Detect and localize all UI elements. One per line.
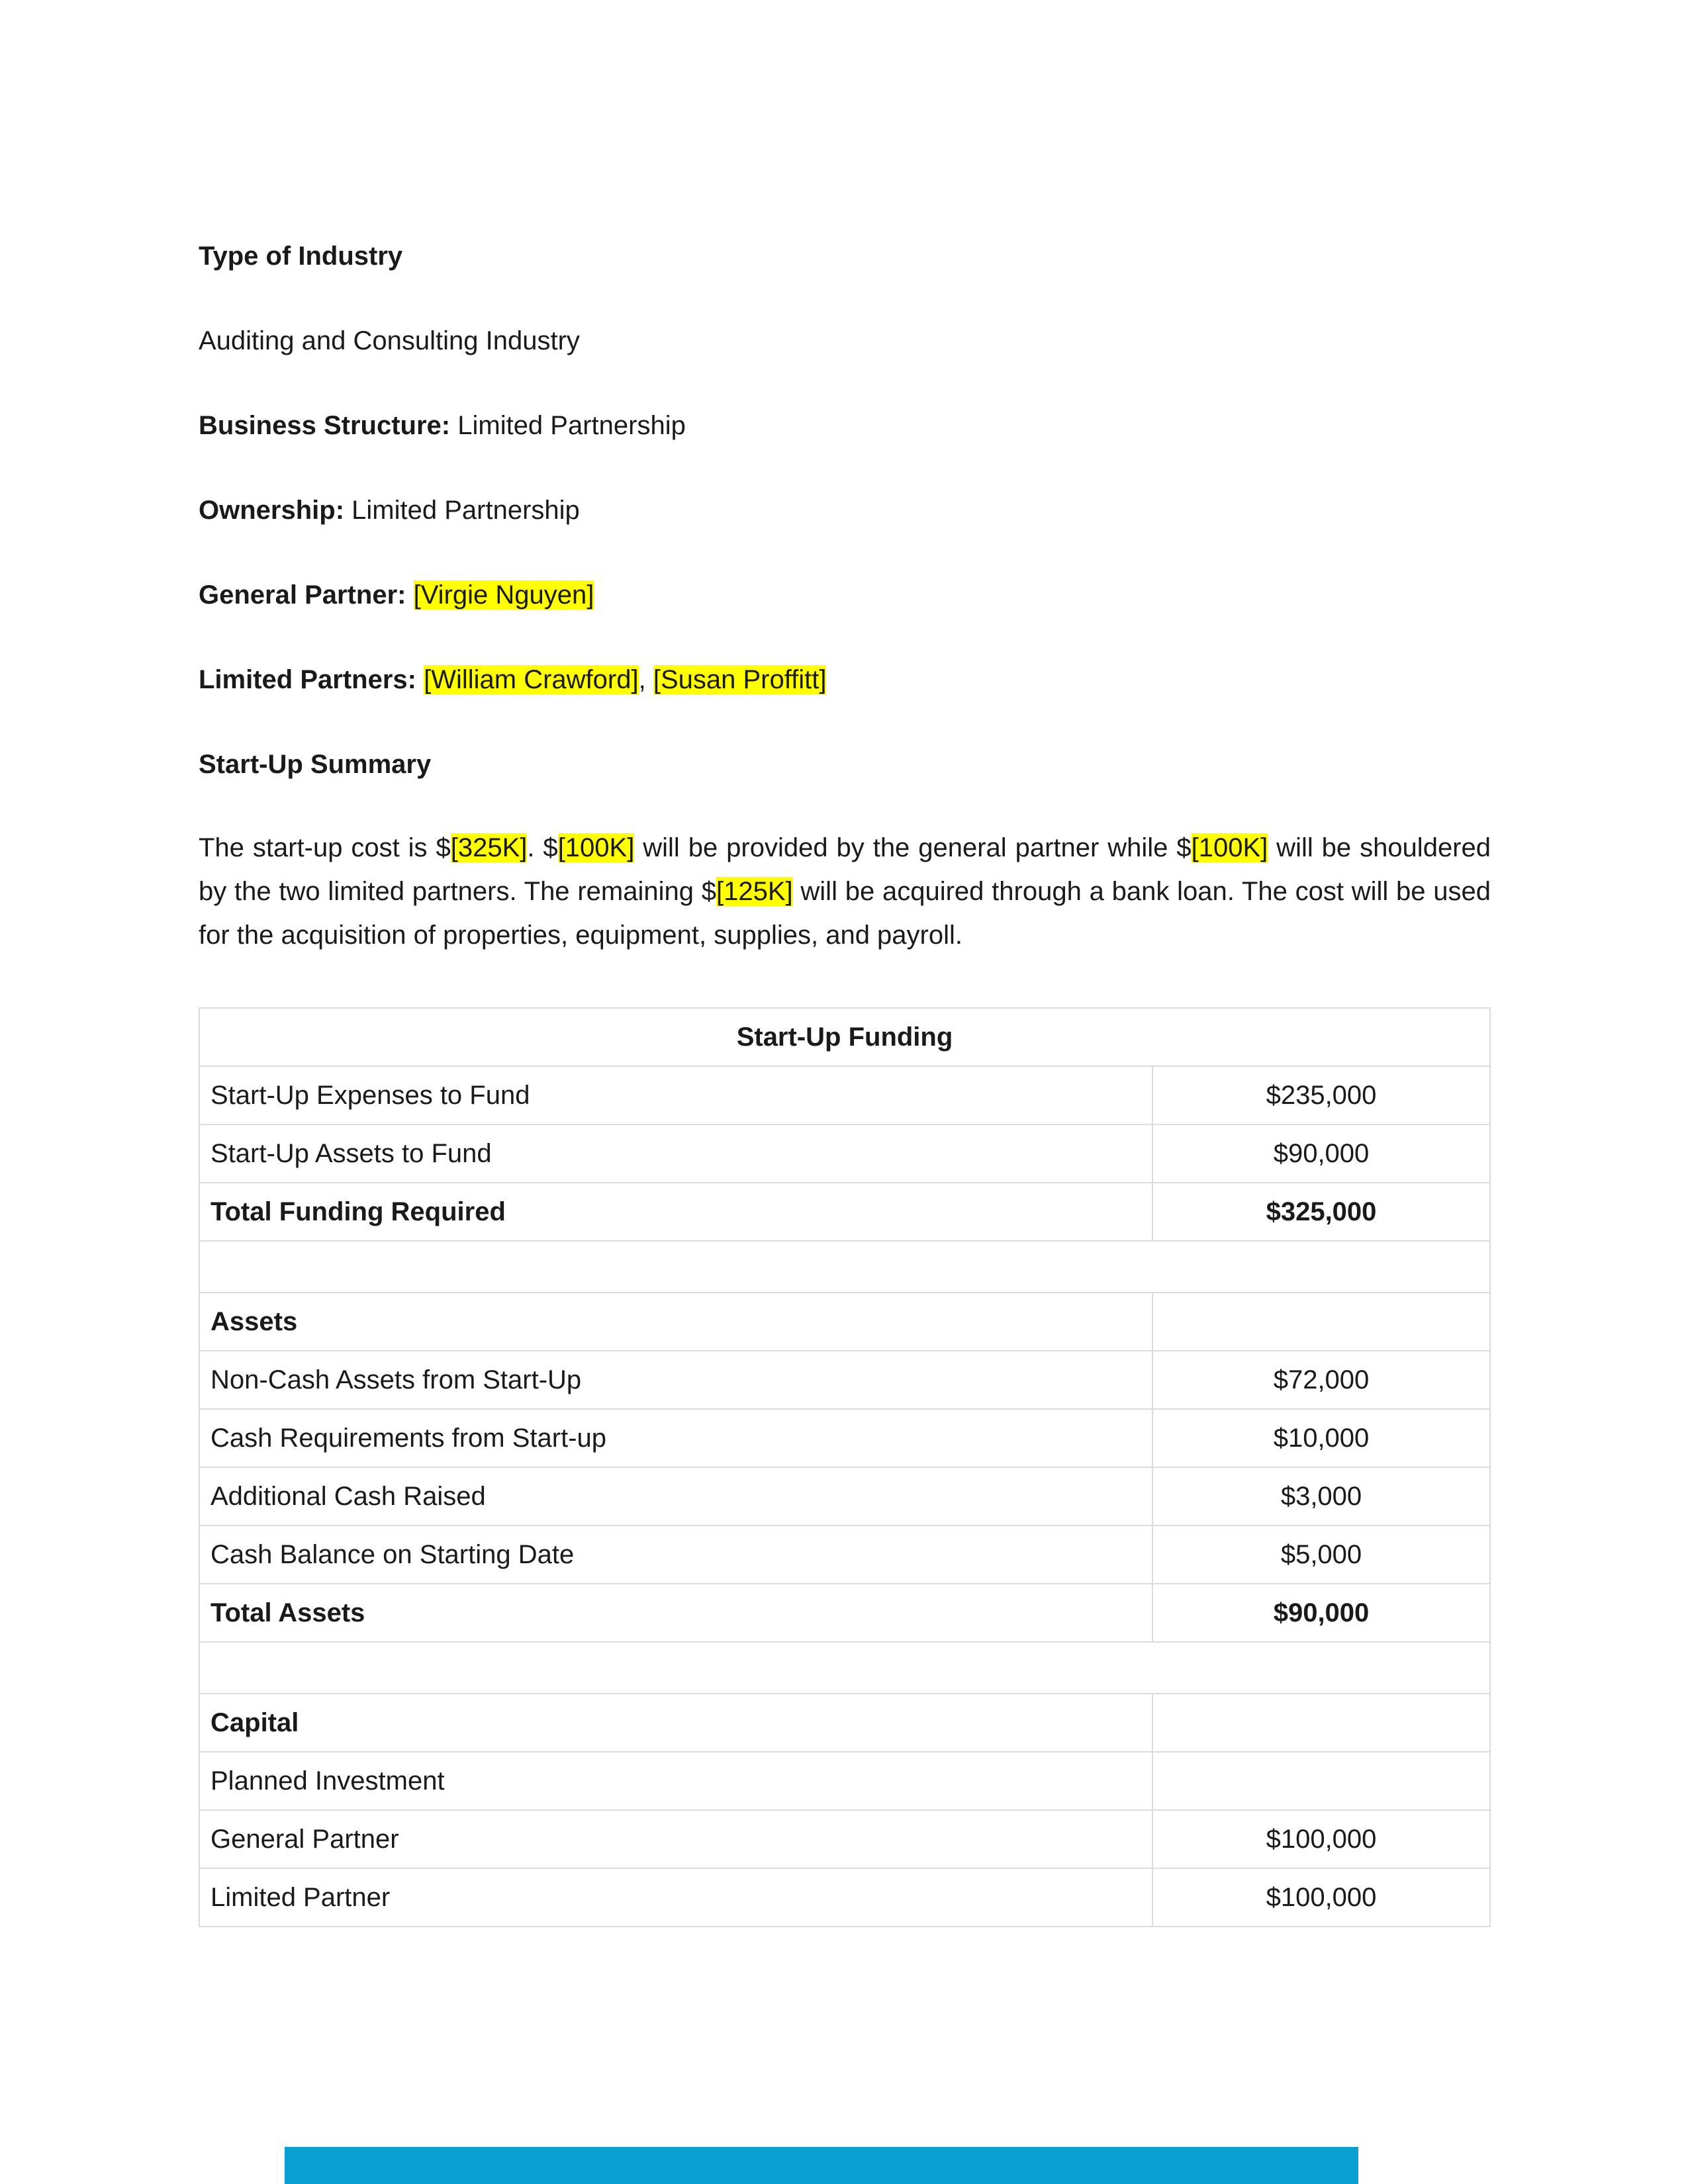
- table-row: [199, 1066, 1490, 1124]
- empty-cell: [1152, 1694, 1490, 1752]
- summary-text-2: . $: [527, 833, 558, 862]
- business-structure-label: Business Structure:: [199, 411, 451, 440]
- empty-cell: [1152, 1752, 1490, 1810]
- table-row: [199, 1752, 1490, 1810]
- limited-partners-label: Limited Partners:: [199, 665, 416, 694]
- spacer-cell: [199, 1642, 1490, 1694]
- footer-accent-bar: [285, 2147, 1358, 2184]
- row-label: Total Assets: [199, 1584, 1152, 1642]
- limited-partners-separator: ,: [638, 665, 646, 694]
- industry-heading: Type of Industry: [199, 242, 403, 271]
- row-label: Planned Investment: [199, 1752, 1152, 1810]
- row-label: Cash Balance on Starting Date: [199, 1525, 1152, 1584]
- row-label: Start-Up Assets to Fund: [199, 1124, 1152, 1183]
- row-value: $3,000: [1152, 1467, 1490, 1525]
- row-label: Non-Cash Assets from Start-Up: [199, 1351, 1152, 1409]
- general-partner-name: [Virgie Nguyen]: [413, 580, 594, 610]
- row-label: Additional Cash Raised: [199, 1467, 1152, 1525]
- limited-partner-2-name: [Susan Proffitt]: [653, 665, 827, 694]
- empty-cell: [1152, 1293, 1490, 1351]
- business-structure-value: Limited Partnership: [457, 411, 686, 440]
- summary-heading: Start-Up Summary: [199, 750, 432, 779]
- summary-cost: [325K]: [450, 833, 528, 862]
- table-row: [199, 1293, 1490, 1351]
- row-value: $235,000: [1152, 1066, 1490, 1124]
- ownership-line: [199, 492, 1491, 528]
- table-row: [199, 1584, 1490, 1642]
- industry-value: Auditing and Consulting Industry: [199, 326, 580, 355]
- summary-text-1: The start-up cost is $: [199, 833, 451, 862]
- summary-text-3: will be provided by the general partner while $: [634, 833, 1192, 862]
- spacer-row: [199, 1642, 1490, 1694]
- row-value: $100,000: [1152, 1868, 1490, 1927]
- row-label: Limited Partner: [199, 1868, 1152, 1927]
- startup-funding-table: [199, 1007, 1491, 1927]
- summary-loan-amount: [125K]: [716, 877, 793, 906]
- table-row: [199, 1467, 1490, 1525]
- table-row: [199, 1183, 1490, 1241]
- row-value: $90,000: [1152, 1584, 1490, 1642]
- table-row: [199, 1409, 1490, 1467]
- section-heading: Capital: [199, 1694, 1152, 1752]
- summary-limited-amount: [100K]: [1191, 833, 1268, 862]
- row-value: $100,000: [1152, 1810, 1490, 1868]
- summary-text-5: will be acquired through a bank loan. The cost will be used for the acquisition of properties, equipment, supplies, and payroll.: [199, 877, 1491, 950]
- table-title-row: [199, 1008, 1490, 1066]
- limited-partner-1-name: [William Crawford]: [424, 665, 639, 694]
- row-value: $10,000: [1152, 1409, 1490, 1467]
- section-heading: Assets: [199, 1293, 1152, 1351]
- spacer-row: [199, 1241, 1490, 1293]
- table-row: [199, 1351, 1490, 1409]
- row-label: Cash Requirements from Start-up: [199, 1409, 1152, 1467]
- table-row: [199, 1694, 1490, 1752]
- summary-general-amount: [100K]: [557, 833, 635, 862]
- general-partner-line: [199, 577, 1491, 613]
- table-row: [199, 1124, 1490, 1183]
- row-value: $325,000: [1152, 1183, 1490, 1241]
- document-body: [199, 238, 1491, 957]
- summary-text-4: will be shouldered by the two limited partners. The remaining $: [199, 833, 1491, 906]
- ownership-label: Ownership:: [199, 496, 345, 525]
- row-value: $72,000: [1152, 1351, 1490, 1409]
- general-partner-label: General Partner:: [199, 580, 406, 610]
- row-label: General Partner: [199, 1810, 1152, 1868]
- row-label: Start-Up Expenses to Fund: [199, 1066, 1152, 1124]
- row-value: $90,000: [1152, 1124, 1490, 1183]
- table-row: [199, 1868, 1490, 1927]
- row-value: $5,000: [1152, 1525, 1490, 1584]
- table-row: [199, 1810, 1490, 1868]
- business-structure-line: [199, 408, 1491, 443]
- ownership-value: Limited Partnership: [352, 496, 580, 525]
- table-row: [199, 1525, 1490, 1584]
- limited-partners-line: [199, 662, 1491, 698]
- row-label: Total Funding Required: [199, 1183, 1152, 1241]
- summary-paragraph: [199, 826, 1491, 957]
- spacer-cell: [199, 1241, 1490, 1293]
- table-title: Start-Up Funding: [199, 1008, 1490, 1066]
